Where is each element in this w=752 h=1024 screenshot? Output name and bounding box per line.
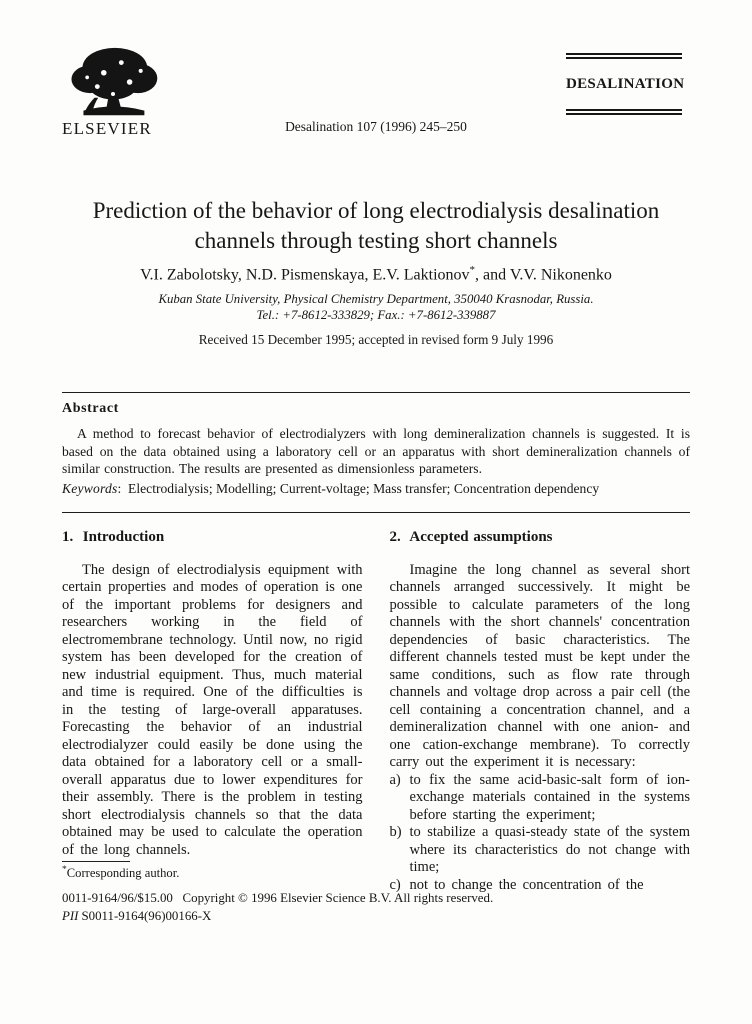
- corresponding-author-mark: *: [469, 264, 476, 276]
- masthead-top-rule: [566, 53, 682, 59]
- affiliation-line: Kuban State University, Physical Chemistry Department, 350040 Krasnodar, Russia.: [158, 292, 594, 306]
- list-item-marker: a): [389, 771, 401, 788]
- abstract-heading: Abstract: [62, 401, 119, 416]
- journal-masthead: [566, 53, 685, 115]
- publisher-name: ELSEVIER: [62, 119, 152, 138]
- authors-line: [0, 264, 752, 284]
- section-heading-assumptions: 2. Accepted assumptions: [389, 529, 553, 545]
- section-heading-introduction: 1. Introduction: [62, 529, 165, 545]
- keywords-label: Keywords: [62, 481, 118, 496]
- masthead-bottom-rule: [566, 109, 682, 115]
- journal-title: DESALINATION: [566, 76, 685, 92]
- abstract-bottom-rule: [62, 512, 690, 513]
- keywords-line: [62, 481, 690, 497]
- pii-line: [62, 909, 690, 924]
- list-item: [390, 824, 691, 877]
- list-item: [390, 772, 691, 825]
- column-introduction: [62, 529, 363, 894]
- column-assumptions: [390, 529, 691, 894]
- contact-line: Tel.: +7-8612-333829; Fax.: +7-8612-339887: [256, 308, 496, 322]
- copyright-line: 0011-9164/96/$15.00 Copyright © 1996 Elsevier Science B.V. All rights reserved.: [62, 891, 494, 905]
- authors-text: V.I. Zabolotsky, N.D. Pismenskaya, E.V. Laktionov: [140, 266, 470, 284]
- list-item-text: to fix the same acid-basic-salt form of ion-exchange materials contained in the systems before starting the experiment;: [409, 771, 690, 823]
- journal-citation: Desalination 107 (1996) 245–250: [285, 119, 467, 134]
- elsevier-tree-logo-icon: [62, 46, 172, 118]
- footnote-text: Corresponding author.: [66, 866, 180, 881]
- authors-text-tail: , and V.V. Nikonenko: [475, 266, 612, 284]
- list-item-marker: c): [389, 876, 401, 893]
- assumptions-list: [390, 772, 691, 895]
- pii-text: S0011-9164(96)00166-X: [81, 909, 212, 923]
- keywords-text: : Electrodialysis; Modelling; Current-voltage; Mass transfer; Concentration dependency: [117, 481, 600, 496]
- footnote-rule: [62, 861, 130, 862]
- list-item-marker: b): [389, 824, 402, 840]
- list-item-text: not to change the concentration of the: [409, 876, 644, 893]
- received-line: Received 15 December 1995; accepted in revised form 9 July 1996: [198, 332, 554, 347]
- list-item-text: to stabilize a quasi-steady state of the system where its characteristics do not change with time;: [409, 824, 690, 875]
- assumptions-paragraph: Imagine the long channel as several short channels arranged successively. It might be possible to calculate parameters of the long channels with the short channels' concentration dependencies of basic characteristics. The different channels tested must be kept under the same conditions, such as flow rate through channels and voltage drop across a pair cell (the cell containing a concentration channel, and a demineralization channel with one anion- and one cation-exchange membrane). To correctly carry out the experiment it is necessary:: [389, 561, 690, 770]
- pii-label: PII: [62, 909, 79, 923]
- article-title: Prediction of the behavior of long electrodialysis desalination channels through testing short channels: [92, 198, 660, 253]
- body-columns: [62, 529, 690, 894]
- footnote-mark: *: [62, 865, 67, 875]
- abstract-text: A method to forecast behavior of electrodialyzers with long demineralization channels is suggested. It is based on the data obtained using a laboratory cell or an apparatus with short demineralization channels of similar construction. The results are presented as dimensionless parameters.: [62, 426, 690, 477]
- abstract-top-rule: [62, 392, 690, 393]
- corresponding-author-footnote: [62, 861, 362, 881]
- introduction-paragraph: The design of electrodialysis equipment with certain properties and modes of operation is one of the important problems for designers and researchers working in the field of electromembrane technology. Until now, no rigid system has been developed for the creation of new industrial equipment. Thus, much material and time is required. One of the difficulties is in the testing of large-overall apparatuses. Forecasting the behavior of an industrial electrodialyzer could easily be done using the data obtained for a laboratory cell or a small-overall apparatus due to lower expenditures for their assembly. There is the problem in testing short electrodialysis channels so that the data obtained may be used to calculate the operation of the long channels.: [62, 561, 363, 858]
